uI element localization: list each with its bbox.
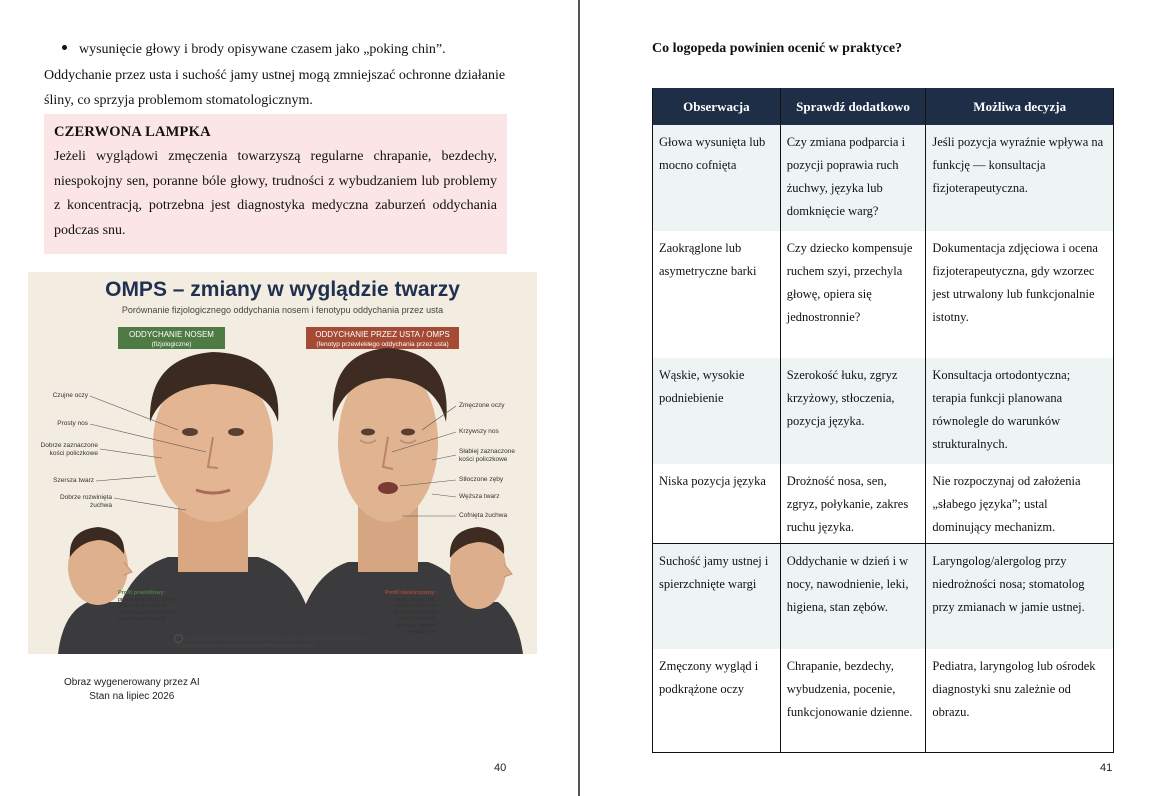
label-crowded-teeth: Stłoczone zęby bbox=[459, 476, 504, 483]
section-title: Co logopeda powinien ocenić w praktyce? bbox=[652, 41, 903, 56]
page-number-left: 40 bbox=[494, 762, 507, 774]
table-row bbox=[653, 649, 1114, 753]
healthy-profile-title: Profil prawidłowy: bbox=[118, 590, 166, 596]
figure-info-text: Przedstawione cechy mogą występować w różnym nasileniu. Nie każdy pacjent z oddychaniem przez usta wykazuje wszystkie wymienione cechy. bbox=[174, 635, 366, 649]
figure-subtitle: Porównanie fizjologicznego oddychania nosem i fenotypu oddychania przez usta bbox=[121, 305, 444, 315]
label-alert-eyes: Czujne oczy bbox=[52, 392, 88, 399]
header-decision: Możliwa decyzja bbox=[926, 89, 1114, 125]
healthy-profile-text: prosta linia nosa, dobra projekcja środkowej części twarzy, żuchwa w prawidłowej pozycji bbox=[118, 596, 178, 622]
red-flag-text: Jeżeli wyglądowi zmęczenia towarzyszą regularne chrapanie, bezdechy, niespokojny sen, poranne bóle głowy, trudności z wybudzaniem lub problemy z koncentracją, potrzebna jest diagnostyka medyczna zaburzeń oddychania podczas snu. bbox=[54, 149, 497, 238]
label-retruded-jaw: Cofnięta żuchwa bbox=[459, 512, 508, 519]
healthy-profile-note bbox=[118, 590, 182, 623]
nose-breathing-sublabel: (fizjologiczne) bbox=[151, 341, 192, 348]
image-caption bbox=[64, 676, 200, 704]
table-cell: Głowa wysunięta lub mocno cofnięta bbox=[653, 125, 781, 231]
right-page bbox=[580, 0, 1150, 796]
figure-title: OMPS – zmiany w wyglądzie twarzy bbox=[105, 278, 460, 301]
table-cell: Zaokrąglone lub asymetryczne barki bbox=[653, 231, 781, 358]
assessment-table bbox=[652, 88, 1114, 753]
table-row bbox=[653, 464, 1114, 544]
label-narrow-face: Węższa twarz bbox=[459, 493, 500, 500]
label-tired-eyes: Zmęczone oczy bbox=[459, 402, 505, 409]
red-flag-box bbox=[44, 114, 507, 254]
table-cell: Czy dziecko kompensuje ruchem szyi, przechyla głowę, opiera się jednostronnie? bbox=[780, 231, 926, 358]
table-cell: Dokumentacja zdjęciowa i ocena fizjoterapeutyczna, gdy wzorzec jest utrwalony lub funkcjonalnie istotny. bbox=[926, 231, 1114, 358]
table-row bbox=[653, 125, 1114, 231]
table-cell: Jeśli pozycja wyraźnie wpływa na funkcję — konsultacja fizjoterapeutyczna. bbox=[926, 125, 1114, 231]
table-cell: Pediatra, laryngolog lub ośrodek diagnostyki snu zależnie od obrazu. bbox=[926, 649, 1114, 753]
table-cell: Suchość jamy ustnej i spierzchnięte wargi bbox=[653, 544, 781, 649]
figure-info-note bbox=[174, 634, 396, 649]
caption-line-2: Stan na lipiec 2026 bbox=[89, 691, 175, 702]
bullet-dot-icon bbox=[62, 45, 67, 50]
table-cell: Drożność nosa, sen, zgryz, połykanie, zakres ruchu języka. bbox=[780, 464, 926, 544]
table-cell: Wąskie, wysokie podniebienie bbox=[653, 358, 781, 464]
red-flag-title: CZERWONA LAMPKA bbox=[54, 124, 211, 140]
info-icon: i bbox=[174, 634, 183, 643]
label-wider-face: Szersza twarz bbox=[53, 477, 94, 484]
body-paragraph: Oddychanie przez usta i suchość jamy ustnej mogą zmniejszać ochronne działanie śliny, co sprzyja problemom stomatologicznym. bbox=[44, 68, 506, 108]
label-straight-nose: Prosty nos bbox=[57, 420, 88, 427]
table-cell: Czy zmiana podparcia i pozycji poprawia ruch żuchwy, języka lub domknięcie warg? bbox=[780, 125, 926, 231]
table-row bbox=[653, 231, 1114, 358]
bullet-item bbox=[62, 40, 446, 60]
mouth-breathing-sublabel: (fenotyp przewlekłego oddychania przez usta) bbox=[316, 341, 449, 348]
table-cell: Oddychanie w dzień i w nocy, nawodnienie, leki, higiena, stan zębów. bbox=[780, 544, 926, 649]
nose-breathing-label: ODDYCHANIE NOSEM bbox=[129, 330, 214, 339]
label-cheekbones: Dobrze zaznaczone kości policzkowe bbox=[40, 442, 98, 457]
label-crooked-nose: Krzywszy nos bbox=[459, 428, 499, 435]
table-row bbox=[653, 358, 1114, 464]
table-cell: Szerokość łuku, zgryz krzyżowy, stłoczenia, pozycja języka. bbox=[780, 358, 926, 464]
faces-illustration bbox=[28, 272, 537, 654]
table-cell: Zmęczony wygląd i podkrążone oczy bbox=[653, 649, 781, 753]
mouth-breathing-label: ODDYCHANIE PRZEZ USTA / OMPS bbox=[315, 330, 450, 339]
table-cell: Konsultacja ortodontyczna; terapia funkcji planowana równolegle do warunków strukturalnych. bbox=[926, 358, 1114, 464]
table-row bbox=[653, 544, 1114, 649]
caption-line-1: Obraz wygenerowany przez AI bbox=[64, 677, 200, 688]
label-developed-jaw: Dobrze rozwinięta żuchwa bbox=[59, 494, 112, 509]
table-cell: Niska pozycja języka bbox=[653, 464, 781, 544]
unfavourable-profile-title: Profil niekorzystny: bbox=[384, 590, 436, 596]
header-check: Sprawdź dodatkowo bbox=[780, 89, 926, 125]
omps-infographic bbox=[28, 272, 537, 654]
page-number-right: 41 bbox=[1100, 762, 1113, 774]
label-weak-cheekbones: Słabiej zaznaczone kości policzkowe bbox=[459, 448, 516, 463]
header-observation: Obserwacja bbox=[653, 89, 781, 125]
table-cell: Chrapanie, bezdechy, wybudzenia, pocenie, funkcjonowanie dzienne. bbox=[780, 649, 926, 753]
unfavourable-profile-note bbox=[378, 590, 436, 636]
table-header-row bbox=[653, 89, 1114, 125]
table-cell: Laryngolog/alergolog przy niedrożności nosa; stomatolog przy zmianach w jamie ustnej. bbox=[926, 544, 1114, 649]
bullet-text: wysunięcie głowy i brody opisywane czasem jako „poking chin”. bbox=[79, 42, 446, 57]
unfavourable-profile-text: mniej prosty nos, słabsza projekcja środkowej części twarzy, cofnięta żuchwa, otwarta postawa ust bbox=[393, 596, 436, 635]
table-cell: Nie rozpoczynaj od założenia „słabego języka”; ustal dominujący mechanizm. bbox=[926, 464, 1114, 544]
